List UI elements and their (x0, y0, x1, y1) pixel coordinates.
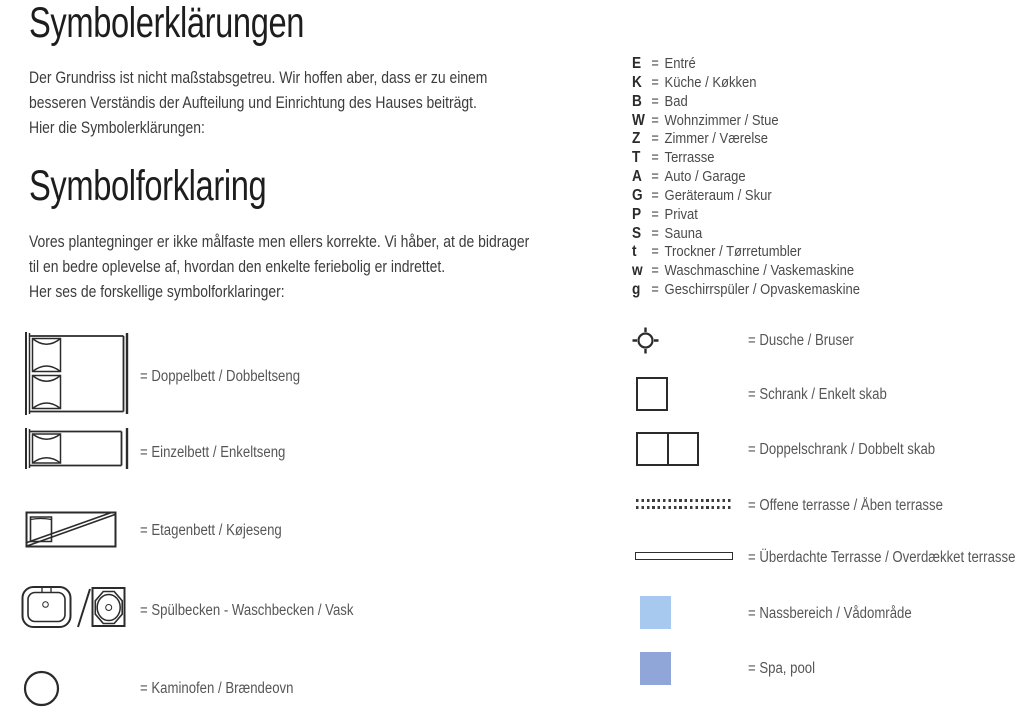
abbreviation-key: G (632, 186, 643, 204)
equals-sign: = (651, 112, 659, 129)
equals-sign: = (651, 169, 659, 186)
wood-stove-icon (23, 670, 60, 707)
abbreviation-key: E (632, 55, 642, 72)
abbreviation-label: Entré (664, 56, 696, 72)
equals-sign: = (651, 150, 659, 167)
equals-sign: = (651, 225, 659, 242)
abbreviation-row (632, 206, 860, 225)
abbreviation-row (632, 93, 860, 112)
abbreviation-key: K (632, 73, 642, 91)
equals-sign: = (651, 263, 659, 280)
abbreviation-label: Sauna (664, 225, 703, 242)
closet-cell (669, 434, 698, 464)
single-bed-icon (24, 428, 130, 469)
equals-sign: = (651, 56, 659, 72)
paragraph-line: til en bedre oplevelse af, hvordan den enkelte feriebolig er indrettet. (29, 257, 446, 276)
abbreviation-key: B (632, 92, 642, 110)
shower-icon (632, 327, 659, 354)
abbreviation-key: Z (632, 130, 641, 148)
intro-paragraph-danish (29, 229, 529, 304)
legend-label-shower: = Dusche / Bruser (748, 332, 854, 349)
abbreviation-label: Privat (664, 206, 698, 223)
abbreviation-key: P (632, 205, 642, 223)
legend-label-double-bed: = Doppelbett / Dobbeltseng (140, 368, 301, 385)
abbreviation-row (632, 225, 860, 244)
page-title-german: Symbolerklärungen (29, 0, 305, 47)
equals-sign: = (651, 93, 659, 110)
abbreviation-row (632, 55, 860, 74)
double-bed-icon (24, 332, 130, 415)
legend-label-covered-terrace: = Überdachte Terrasse / Overdækket terrasse (748, 549, 1016, 566)
equals-sign: = (651, 282, 659, 299)
paragraph-line: Der Grundriss ist nicht maßstabsgetreu. Wir hoffen aber, dass er zu einem (29, 68, 488, 87)
paragraph-line: Vores plantegninger er ikke målfaste men ellers korrekte. Vi håber, at de bidrager (29, 232, 530, 251)
abbreviation-key: S (632, 224, 642, 242)
open-terrace-icon (636, 499, 732, 509)
equals-sign: = (651, 206, 659, 223)
abbreviation-label: Trockner / Tørretumbler (664, 244, 802, 261)
abbreviation-key: w (632, 262, 643, 280)
abbreviation-row (632, 281, 860, 300)
abbreviation-row (632, 74, 860, 93)
abbreviation-label: Zimmer / Værelse (664, 131, 769, 148)
paragraph-line: besseren Verständis der Aufteilung und Einrichtung des Hauses beiträgt. (29, 93, 477, 112)
abbreviation-key: g (632, 281, 641, 299)
abbreviation-row (632, 187, 860, 206)
legend-label-single-bed: = Einzelbett / Enkeltseng (140, 444, 286, 461)
bunk-bed-icon (25, 510, 117, 549)
abbreviation-key: A (632, 168, 642, 186)
paragraph-line: Her ses de forskellige symbolforklaringer: (29, 282, 285, 301)
abbreviation-row (632, 112, 860, 131)
abbreviation-key: W (632, 111, 645, 129)
intro-paragraph-german (29, 65, 487, 140)
page-title-danish: Symbolforklaring (29, 162, 267, 210)
abbreviation-label: Küche / Køkken (664, 74, 757, 91)
legend-label-sink: = Spülbecken - Waschbecken / Vask (140, 602, 354, 619)
single-closet-icon (636, 377, 668, 411)
abbreviation-label: Bad (664, 93, 688, 110)
double-closet-icon (636, 432, 699, 466)
wet-area-icon (640, 596, 671, 629)
abbreviation-row (632, 168, 860, 187)
legend-label-double-closet: = Doppelschrank / Dobbelt skab (748, 441, 936, 458)
legend-label-spa-pool: = Spa, pool (748, 660, 816, 677)
abbreviation-row (632, 262, 860, 281)
abbreviation-key: t (632, 243, 637, 261)
legend-label-single-closet: = Schrank / Enkelt skab (748, 386, 887, 403)
abbreviation-row (632, 149, 860, 168)
abbreviation-label: Geschirrspüler / Opvaskemaskine (664, 282, 860, 299)
equals-sign: = (651, 244, 659, 261)
abbreviation-label: Terrasse (664, 150, 715, 167)
abbreviation-label: Wohnzimmer / Stue (664, 112, 779, 129)
legend-label-wet-area: = Nassbereich / Vådområde (748, 605, 912, 622)
abbreviation-key: T (632, 149, 641, 167)
abbreviation-label: Geräteraum / Skur (664, 187, 772, 204)
dashed-line (636, 506, 732, 509)
closet-cell (638, 434, 669, 464)
abbreviation-list (632, 55, 891, 300)
covered-terrace-icon (635, 552, 733, 560)
equals-sign: = (651, 187, 659, 204)
paragraph-line: Hier die Symbolerklärungen: (29, 118, 205, 137)
abbreviation-row (632, 130, 860, 149)
abbreviation-label: Waschmaschine / Vaskemaskine (664, 263, 855, 280)
legend-label-open-terrace: = Offene terrasse / Åben terrasse (748, 497, 943, 514)
spa-pool-icon (640, 652, 671, 685)
dashed-line (636, 499, 732, 502)
legend-label-bunk-bed: = Etagenbett / Køjeseng (140, 522, 282, 539)
legend-label-stove: = Kaminofen / Brændeovn (140, 680, 294, 697)
abbreviation-label: Auto / Garage (664, 169, 746, 186)
abbreviation-row (632, 243, 860, 262)
sink-basin-icon (21, 583, 126, 632)
equals-sign: = (651, 74, 659, 91)
equals-sign: = (651, 131, 659, 148)
